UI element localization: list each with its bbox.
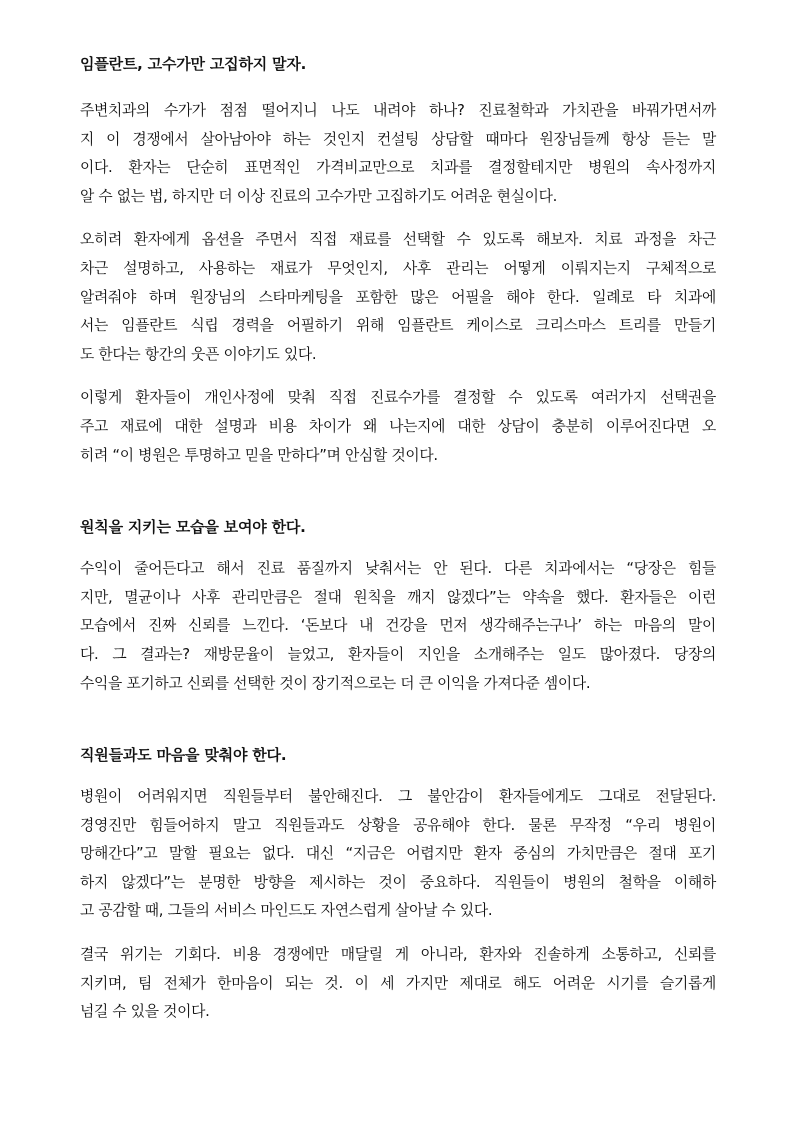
body-paragraph (80, 226, 716, 369)
text-line: 수익을 포기하고 신뢰를 선택한 것이 장기적으로는 더 큰 이익을 가져다준 셈이다. (80, 674, 591, 692)
text-line: 주변치과의 수가가 점점 떨어지니 나도 내려야 하나? 진료철학과 가치관을 바꿔가면서까 (80, 102, 716, 119)
text-line: 결국 위기는 기회다. 비용 경쟁에만 매달릴 게 아니라, 환자와 진솔하게 소통하고, 신뢰를 (80, 946, 716, 964)
text-line: 주고 재료에 대한 설명과 비용 차이가 왜 나는지에 대한 상담이 충분히 이루어진다면 오 (80, 417, 716, 435)
text-line: 히려 “이 병원은 투명하고 믿을 만하다”며 안심할 것이다. (80, 446, 438, 464)
text-line: 오히려 환자에게 옵션을 주면서 직접 재료를 선택할 수 있도록 해보자. 치료 과정을 차근 (80, 231, 716, 249)
section-implant-pricing (80, 52, 716, 470)
text-line: 다. 그 결과는? 재방문율이 늘었고, 환자들이 지인을 소개해주는 일도 많아졌다. 당장의 (80, 645, 716, 663)
body-paragraph (80, 555, 716, 698)
text-line: 지 이 경쟁에서 살아남아야 하는 것인지 컨설팅 상담할 때마다 원장님들께 항상 듣는 말 (80, 130, 716, 148)
section-heading: 원칙을 지키는 모습을 보여야 한다. (80, 518, 306, 537)
text-line: 차근 설명하고, 사용하는 재료가 무엇인지, 사후 관리는 어떻게 이뤄지는지 구체적으로 (80, 259, 716, 277)
text-line: 서는 임플란트 식립 경력을 어필하기 위해 임플란트 케이스로 크리스마스 트리를 만들기 (80, 317, 716, 335)
text-line: 수익이 줄어든다고 해서 진료 품질까지 낮춰서는 안 된다. 다른 치과에서는 “당장은 힘들 (80, 560, 716, 578)
section-heading: 직원들과도 마음을 맞춰야 한다. (80, 746, 287, 765)
text-line: 모습에서 진짜 신뢰를 느낀다. ‘돈보다 내 건강을 먼저 생각해주는구나’ 하는 마음의 말이 (80, 617, 716, 635)
text-line: 병원이 어려워지면 직원들부터 불안해진다. 그 불안감이 환자들에게도 그대로 전달된다. (80, 788, 716, 806)
text-line: 경영진만 힘들어하지 말고 직원들과도 상황을 공유해야 한다. 물론 무작정 “우리 병원이 (80, 816, 716, 834)
section-principles (80, 515, 716, 698)
text-line: 이다. 환자는 단순히 표면적인 가격비교만으로 치과를 결정할테지만 병원의 속사정까지 (80, 159, 716, 177)
body-paragraph (80, 941, 716, 1027)
text-line: 지만, 멸균이나 사후 관리만큼은 절대 원칙을 깨지 않겠다”는 약속을 했다. 환자들은 이런 (80, 588, 716, 606)
text-line: 지키며, 팀 전체가 한마음이 되는 것. 이 세 가지만 제대로 해도 어려운 시기를 슬기롭게 (80, 974, 716, 992)
text-line: 넘길 수 있을 것이다. (80, 1003, 210, 1021)
text-line: 이렇게 환자들이 개인사정에 맞춰 직접 진료수가를 결정할 수 있도록 여러가지 선택권을 (80, 389, 716, 407)
text-line: 알 수 없는 법, 하지만 더 이상 진료의 고수가만 고집하기도 어려운 현실이다. (80, 187, 558, 205)
text-line: 알려줘야 하며 원장님의 스타마케팅을 포함한 많은 어필을 해야 한다. 일례로 타 치과에 (80, 288, 716, 306)
document-page (80, 46, 716, 1027)
body-paragraph (80, 783, 716, 926)
text-line: 하지 않겠다”는 분명한 방향을 제시하는 것이 중요하다. 직원들이 병원의 철학을 이해하 (80, 873, 716, 891)
section-staff (80, 743, 716, 1027)
body-paragraph (80, 97, 716, 211)
body-paragraph (80, 384, 716, 470)
text-line: 망해간다”고 말할 필요는 없다. 대신 “지금은 어렵지만 환자 중심의 가치만큼은 절대 포기 (80, 845, 716, 863)
section-heading: 임플란트, 고수가만 고집하지 말자. (80, 55, 307, 73)
text-line: 고 공감할 때, 그들의 서비스 마인드도 자연스럽게 살아날 수 있다. (80, 902, 493, 920)
text-line: 도 한다는 항간의 웃픈 이야기도 있다. (80, 345, 317, 363)
